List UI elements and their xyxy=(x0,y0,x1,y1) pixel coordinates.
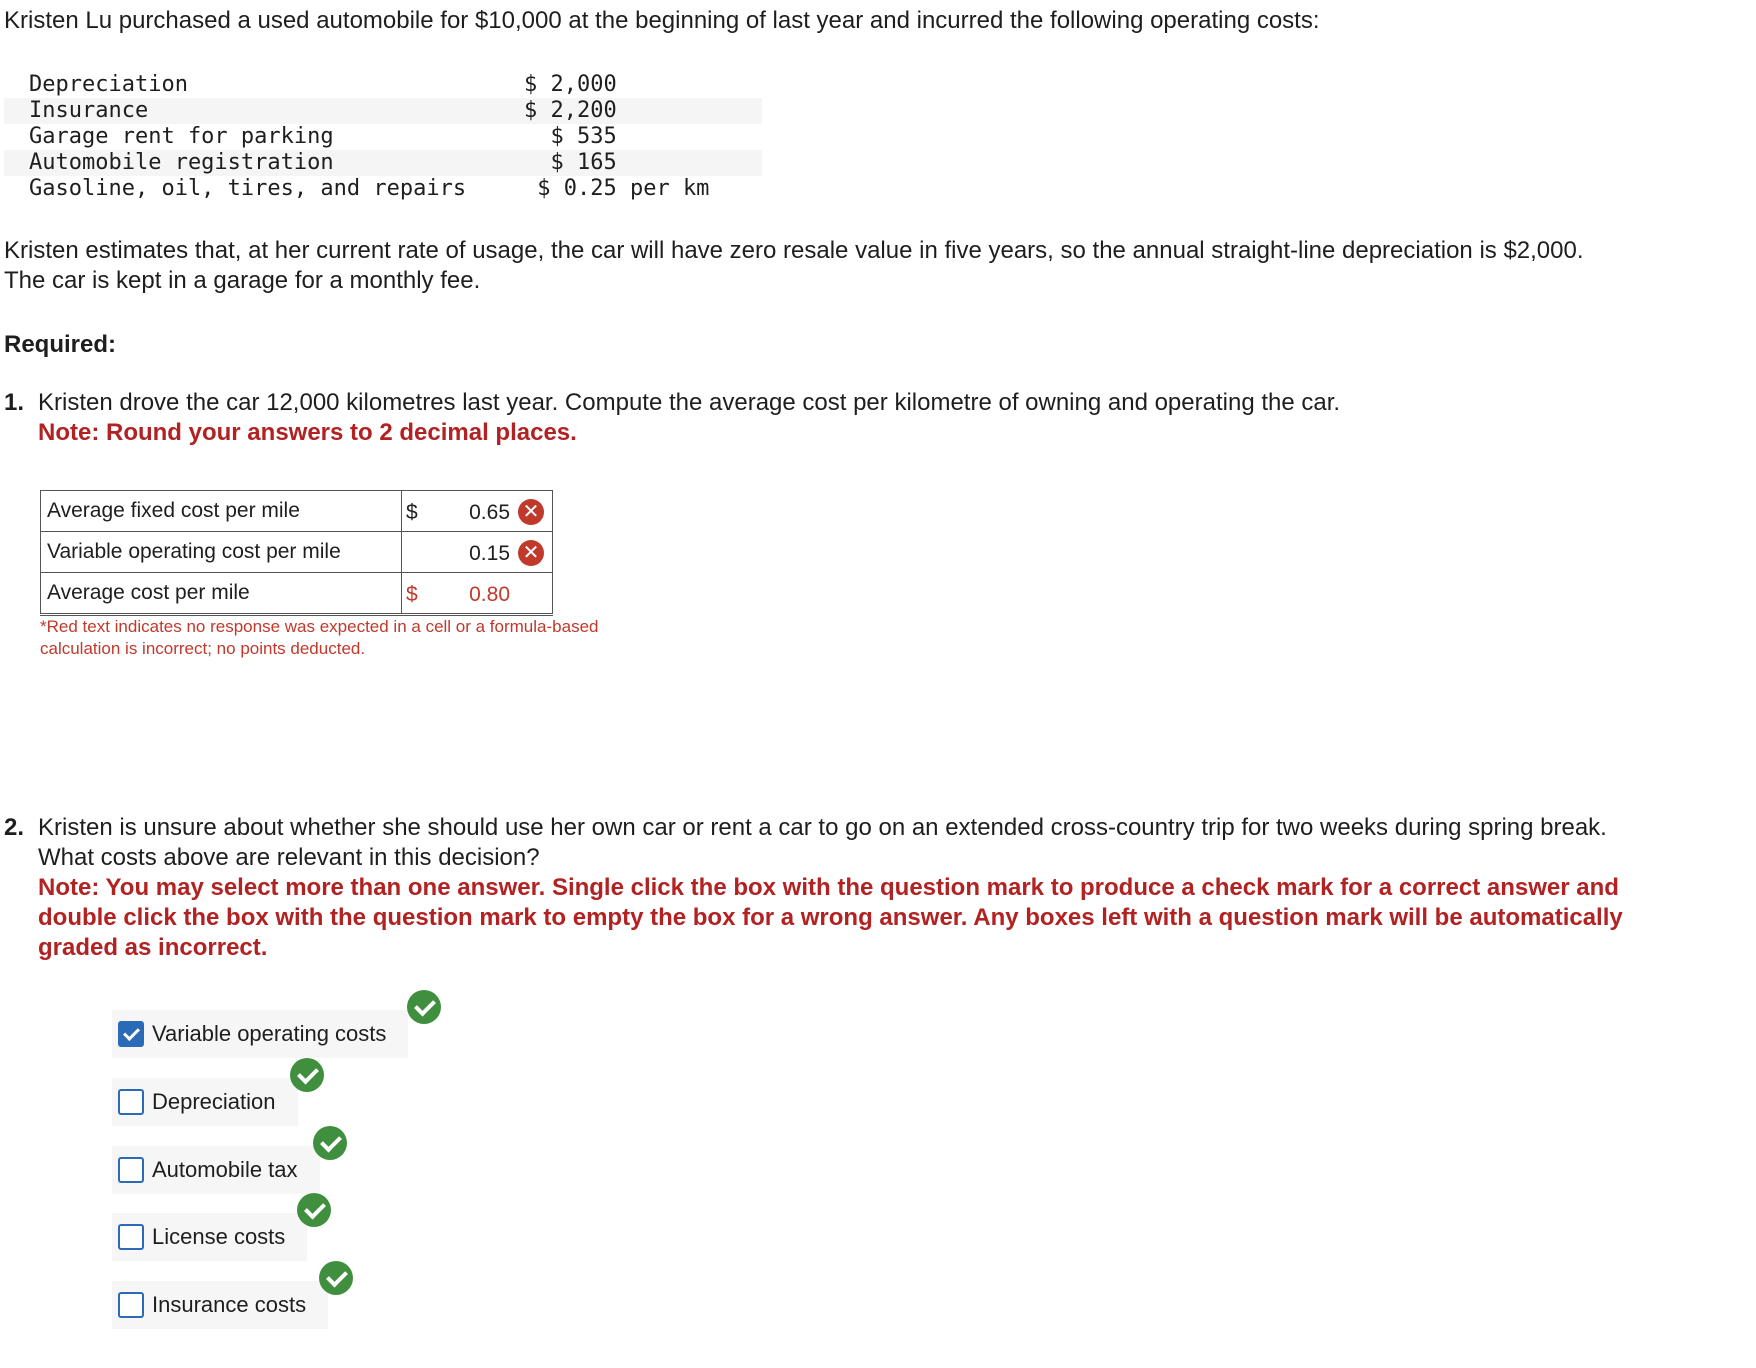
question-1 xyxy=(4,388,1340,448)
cost-label: Garage rent for parking xyxy=(29,124,334,149)
option-license-costs[interactable] xyxy=(112,1213,307,1261)
checkbox-empty[interactable] xyxy=(118,1224,144,1250)
answer-value: 0.65 xyxy=(469,501,510,524)
cost-row xyxy=(4,176,762,202)
cost-amount: $ 535 xyxy=(524,124,617,149)
cost-row xyxy=(4,124,762,150)
question-number: 2. xyxy=(4,814,25,841)
cost-amount: $ 0.25 per km xyxy=(524,176,710,201)
checkbox-empty[interactable] xyxy=(118,1157,144,1183)
checkbox-empty[interactable] xyxy=(118,1292,144,1318)
cost-amount: $ 165 xyxy=(524,150,617,175)
question-text: Kristen drove the car 12,000 kilometres last year. Compute the average cost per kilometre of owning and operating the car. xyxy=(38,389,1341,416)
correct-icon xyxy=(319,1261,353,1295)
question-2 xyxy=(4,813,1624,963)
cost-label: Insurance xyxy=(29,98,149,123)
currency-symbol: $ xyxy=(406,501,418,524)
table-row xyxy=(41,573,553,615)
incorrect-icon: ✕ xyxy=(518,499,544,525)
cost-label: Depreciation xyxy=(29,72,188,97)
correct-icon xyxy=(313,1126,347,1160)
cost-row xyxy=(4,72,762,98)
row-label: Average fixed cost per mile xyxy=(41,491,402,532)
option-insurance-costs[interactable] xyxy=(112,1281,328,1329)
row-label: Average cost per mile xyxy=(41,573,402,615)
checkbox-checked[interactable] xyxy=(118,1021,144,1047)
table-row xyxy=(41,532,553,573)
answer-cell[interactable] xyxy=(402,491,553,532)
operating-costs-list xyxy=(4,72,762,202)
cost-amount: $ 2,200 xyxy=(524,98,617,123)
question-number: 1. xyxy=(4,389,25,416)
option-depreciation[interactable] xyxy=(112,1078,298,1126)
table-footnote: *Red text indicates no response was expected in a cell or a formula-based calculation is incorrect; no points deducted. xyxy=(40,617,599,658)
cost-row xyxy=(4,150,762,176)
cost-label: Automobile registration xyxy=(29,150,334,175)
question-note: Note: You may select more than one answer. Single click the box with the question mark to produce a check mark for a correct answer and double click the box with the question mark to empty the box for a wrong answer. Any boxes left with a question mark will be automatically graded as incorrect. xyxy=(38,874,1623,961)
option-label: License costs xyxy=(152,1224,286,1249)
computed-value: 0.80 xyxy=(469,583,510,606)
row-label: Variable operating cost per mile xyxy=(41,532,402,573)
option-automobile-tax[interactable] xyxy=(112,1146,320,1194)
cost-amount: $ 2,000 xyxy=(524,72,617,97)
incorrect-icon: ✕ xyxy=(518,540,544,566)
currency-symbol: $ xyxy=(406,583,418,606)
answer-value: 0.15 xyxy=(469,542,510,565)
correct-icon xyxy=(407,990,441,1024)
cost-label: Gasoline, oil, tires, and repairs xyxy=(29,176,467,201)
answer-table xyxy=(40,490,553,616)
question-text: Kristen is unsure about whether she should use her own car or rent a car to go on an extended cross-country trip for two weeks during spring break. What costs above are relevant in this decision? xyxy=(38,814,1607,871)
correct-icon xyxy=(297,1193,331,1227)
checkbox-empty[interactable] xyxy=(118,1089,144,1115)
cost-row xyxy=(4,98,762,124)
intro-text: Kristen Lu purchased a used automobile for $10,000 at the beginning of last year and incurred the following operating costs: xyxy=(4,7,1320,34)
option-variable-operating-costs[interactable] xyxy=(112,1010,408,1058)
answer-cell[interactable] xyxy=(402,532,553,573)
question-note: Note: Round your answers to 2 decimal places. xyxy=(38,419,577,446)
estimate-text: Kristen estimates that, at her current rate of usage, the car will have zero resale value in five years, so the annual straight-line depreciation is $2,000. The car is kept in a garage for a monthly fee. xyxy=(4,237,1584,294)
option-label: Insurance costs xyxy=(152,1292,307,1317)
table-row xyxy=(41,491,553,532)
correct-icon xyxy=(290,1058,324,1092)
option-label: Depreciation xyxy=(152,1089,276,1114)
option-label: Variable operating costs xyxy=(152,1021,387,1046)
required-heading: Required: xyxy=(4,331,117,358)
computed-cell xyxy=(402,573,553,615)
option-label: Automobile tax xyxy=(152,1157,298,1182)
